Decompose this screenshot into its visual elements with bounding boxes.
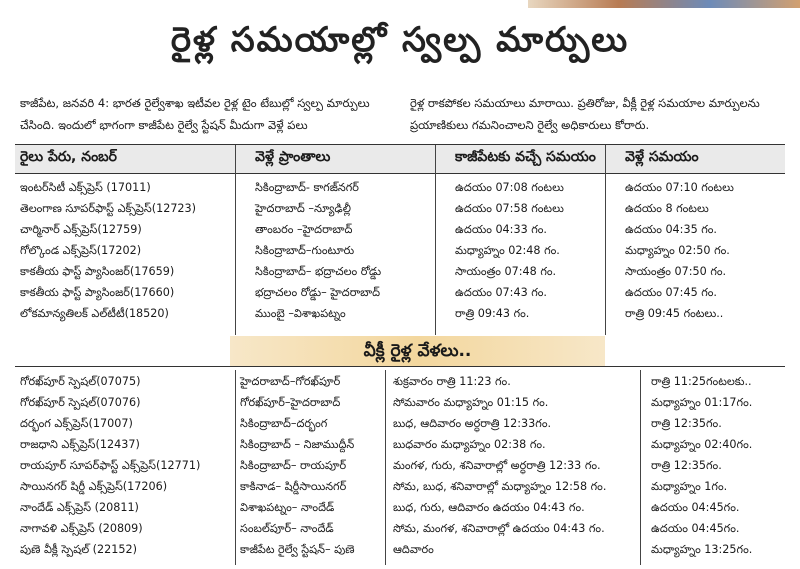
table-row xyxy=(15,372,785,393)
table-row xyxy=(15,519,785,540)
table-row xyxy=(15,241,785,262)
train-arrival: మధ్యాహ్నం 02:48 గం. xyxy=(455,244,560,257)
train-name: గోరఖ్‌పూర్ స్పెషల్(07075) xyxy=(20,375,141,388)
train-arrival: సాయంత్రం 07:48 గం. xyxy=(455,265,557,278)
train-name: తెలంగాణ సూపర్‌ఫాస్ట్ ఎక్స్‌ప్రెస్(12723) xyxy=(20,202,197,215)
train-name: రాయపూర్ సూపర్‌ఫాస్ట్ ఎక్స్‌ప్రెస్(12771) xyxy=(20,459,201,472)
train-route: హైదరాబాద్–గోరఖ్‌పూర్ xyxy=(240,375,341,388)
train-name: నాగావళి ఎక్స్‌ప్రెస్ (20809) xyxy=(20,522,143,535)
train-arrival: ఉదయం 07:43 గం. xyxy=(455,286,547,299)
table-row xyxy=(15,262,785,283)
train-arrival: రాత్రి 09:43 గం. xyxy=(455,307,530,320)
train-name: గోల్కొండ ఎక్స్‌ప్రెస్(17202) xyxy=(20,244,142,257)
train-departure: రాత్రి 12:35గం. xyxy=(651,459,722,472)
page-headline: రైళ్ల సమయాల్లో స్వల్ప మార్పులు xyxy=(170,20,630,60)
train-departure: ఉదయం 04:45గం. xyxy=(651,522,740,535)
train-route: విశాఖపట్నం– నాందేడ్ xyxy=(240,501,335,514)
train-name: సాయినగర్ షిర్డీ ఎక్స్‌ప్రెస్(17206) xyxy=(20,480,168,493)
train-route: భద్రాచలం రోడ్డు– హైదరాబాద్ xyxy=(255,286,381,299)
train-departure: మధ్యాహ్నం 13:25గం. xyxy=(651,543,753,556)
intro-right-column: రైళ్ల రాకపోకల సమయాలు మారాయి. ప్రతిరోజు, వీక్లీ రైళ్ల సమయాల మార్పులను ప్రయాణికులు గమనించాలని రైల్వే అధికారులు కోరారు. xyxy=(410,96,760,132)
train-departure: ఉదయం 04:35 గం. xyxy=(625,223,717,236)
table-row xyxy=(15,220,785,241)
header-arrival: కాజీపేటకు వచ్చే సమయం xyxy=(455,149,596,165)
train-name: కాకతీయ ఫాస్ట్ ప్యాసింజర్(17660) xyxy=(20,286,175,299)
train-route: సికింద్రాబాద్–గుంటూరు xyxy=(255,244,355,257)
train-arrival: ఉదయం 04:33 గం. xyxy=(455,223,547,236)
train-name: పుణె వీక్లీ స్పెషల్ (22152) xyxy=(20,543,137,556)
table-row xyxy=(15,199,785,220)
train-departure: మధ్యాహ్నం 02:40గం. xyxy=(651,438,753,451)
header-banner-image xyxy=(528,0,800,8)
intro-left-column: కాజీపేట, జనవరి 4: భారత రైల్వేశాఖ ఇటీవల రైళ్ల టైం టేబుల్లో స్వల్ప మార్పులు చేసింది. ఇందులో భాగంగా కాజీపేట రైల్వే స్టేషన్ మీదుగా వెళ్లే పలు xyxy=(20,96,370,132)
train-route: సికింద్రాబాద్–దర్భంగ xyxy=(240,417,328,430)
table-row xyxy=(15,304,785,325)
train-arrival: ఉదయం 07:08 గంటలు xyxy=(455,181,564,194)
train-route: సికింద్రాబాద్– రాయపూర్ xyxy=(240,459,347,472)
table-row xyxy=(15,435,785,456)
table-row xyxy=(15,477,785,498)
train-departure: ఉదయం 07:45 గం. xyxy=(625,286,717,299)
train-route: సికింద్రాబాద్- కాగజ్‌నగర్ xyxy=(255,181,359,194)
train-name: గోరఖ్‌పూర్ స్పెషల్(07076) xyxy=(20,396,141,409)
train-departure: రాత్రి 09:45 గంటలు.. xyxy=(625,307,724,320)
train-departure: ఉదయం 07:10 గంటలు xyxy=(625,181,734,194)
table-row xyxy=(15,414,785,435)
train-departure: మధ్యాహ్నం 02:50 గం. xyxy=(625,244,730,257)
divider xyxy=(15,366,785,367)
train-arrival: బుధ, గురు, ఆదివారం ఉదయం 04:43 గం. xyxy=(393,501,585,514)
train-name: కాకతీయ ఫాస్ట్ ప్యాసింజర్(17659) xyxy=(20,265,175,278)
header-train-name: రైలు పేరు, నంబర్ xyxy=(20,149,117,165)
weekly-trains-heading: వీక్లీ రైళ్ల వేళలు.. xyxy=(230,336,605,366)
train-departure: మధ్యాహ్నం 01:17గం. xyxy=(651,396,753,409)
train-arrival: బుధ, ఆదివారం అర్ధరాత్రి 12:33గం. xyxy=(393,417,552,430)
train-route: కాకినాడ– షిర్డీసాయినగర్ xyxy=(240,480,347,493)
train-route: సంబల్‌పూర్– నాందేడ్ xyxy=(240,522,334,535)
train-departure: ఉదయం 04:45గం. xyxy=(651,501,740,514)
train-arrival: సోమ, మంగళ, శనివారాల్లో ఉదయం 04:43 గం. xyxy=(393,522,605,535)
train-route: గోరఖ్‌పూర్–హైదరాబాద్ xyxy=(240,396,341,409)
header-route: వెళ్లే ప్రాంతాలు xyxy=(255,149,331,165)
train-name: చార్మినార్ ఎక్స్‌ప్రెస్(12759) xyxy=(20,223,142,236)
train-departure: రాత్రి 11:25గంటలకు.. xyxy=(651,375,752,388)
train-route: కాజీపేట రైల్వే స్టేషన్– పుణె xyxy=(240,543,355,556)
train-name: రాజధాని ఎక్స్‌ప్రెస్(12437) xyxy=(20,438,140,451)
top-strip xyxy=(0,0,800,10)
table-row xyxy=(15,540,785,561)
train-name: నాందేడ్ ఎక్స్‌ప్రెస్ (20811) xyxy=(20,501,139,514)
table-row xyxy=(15,498,785,519)
train-arrival: సోమవారం మధ్యాహ్నం 01:15 గం. xyxy=(393,396,549,409)
train-departure: ఉదయం 8 గంటలు xyxy=(625,202,709,215)
train-arrival: బుధవారం మధ్యాహ్నం 02:38 గం. xyxy=(393,438,546,451)
train-route: సికింద్రాబాద్ – నిజాముద్దీన్ xyxy=(240,438,355,451)
table-header-row xyxy=(15,145,785,173)
train-departure: సాయంత్రం 07:50 గం. xyxy=(625,265,727,278)
train-departure: మధ్యాహ్నం 1గం. xyxy=(651,480,728,493)
train-route: తాంబరం –హైదరాబాద్ xyxy=(255,223,353,236)
train-route: సికింద్రాబాద్– భద్రాచలం రోడ్డు xyxy=(255,265,382,278)
train-arrival: ఉదయం 07:58 గంటలు xyxy=(455,202,564,215)
table-row xyxy=(15,456,785,477)
table-row xyxy=(15,393,785,414)
train-name: లోకమాన్యతిలక్ ఎల్‌టీటీ(18520) xyxy=(20,307,169,320)
table-row xyxy=(15,178,785,199)
train-name: ఇంటర్‌సిటీ ఎక్స్‌ప్రెస్ (17011) xyxy=(20,181,151,194)
train-arrival: శుక్రవారం రాత్రి 11:23 గం. xyxy=(393,375,511,388)
table-row xyxy=(15,283,785,304)
train-arrival: సోమ, బుధ, శనివారాల్లో మధ్యాహ్నం 12:58 గం. xyxy=(393,480,607,493)
train-arrival: మంగళ, గురు, శనివారాల్లో అర్ధరాత్రి 12:33 గం. xyxy=(393,459,601,472)
train-name: దర్భంగ ఎక్స్‌ప్రెస్(17007) xyxy=(20,417,133,430)
header-departure: వెళ్లే సమయం xyxy=(625,149,699,165)
divider xyxy=(15,173,785,174)
train-route: హైదరాబాద్ –న్యూఢిల్లీ xyxy=(255,202,351,215)
train-departure: రాత్రి 12:35గం. xyxy=(651,417,722,430)
train-route: ముంబై –విశాఖపట్నం xyxy=(255,307,346,320)
train-arrival: ఆదివారం xyxy=(393,543,434,556)
